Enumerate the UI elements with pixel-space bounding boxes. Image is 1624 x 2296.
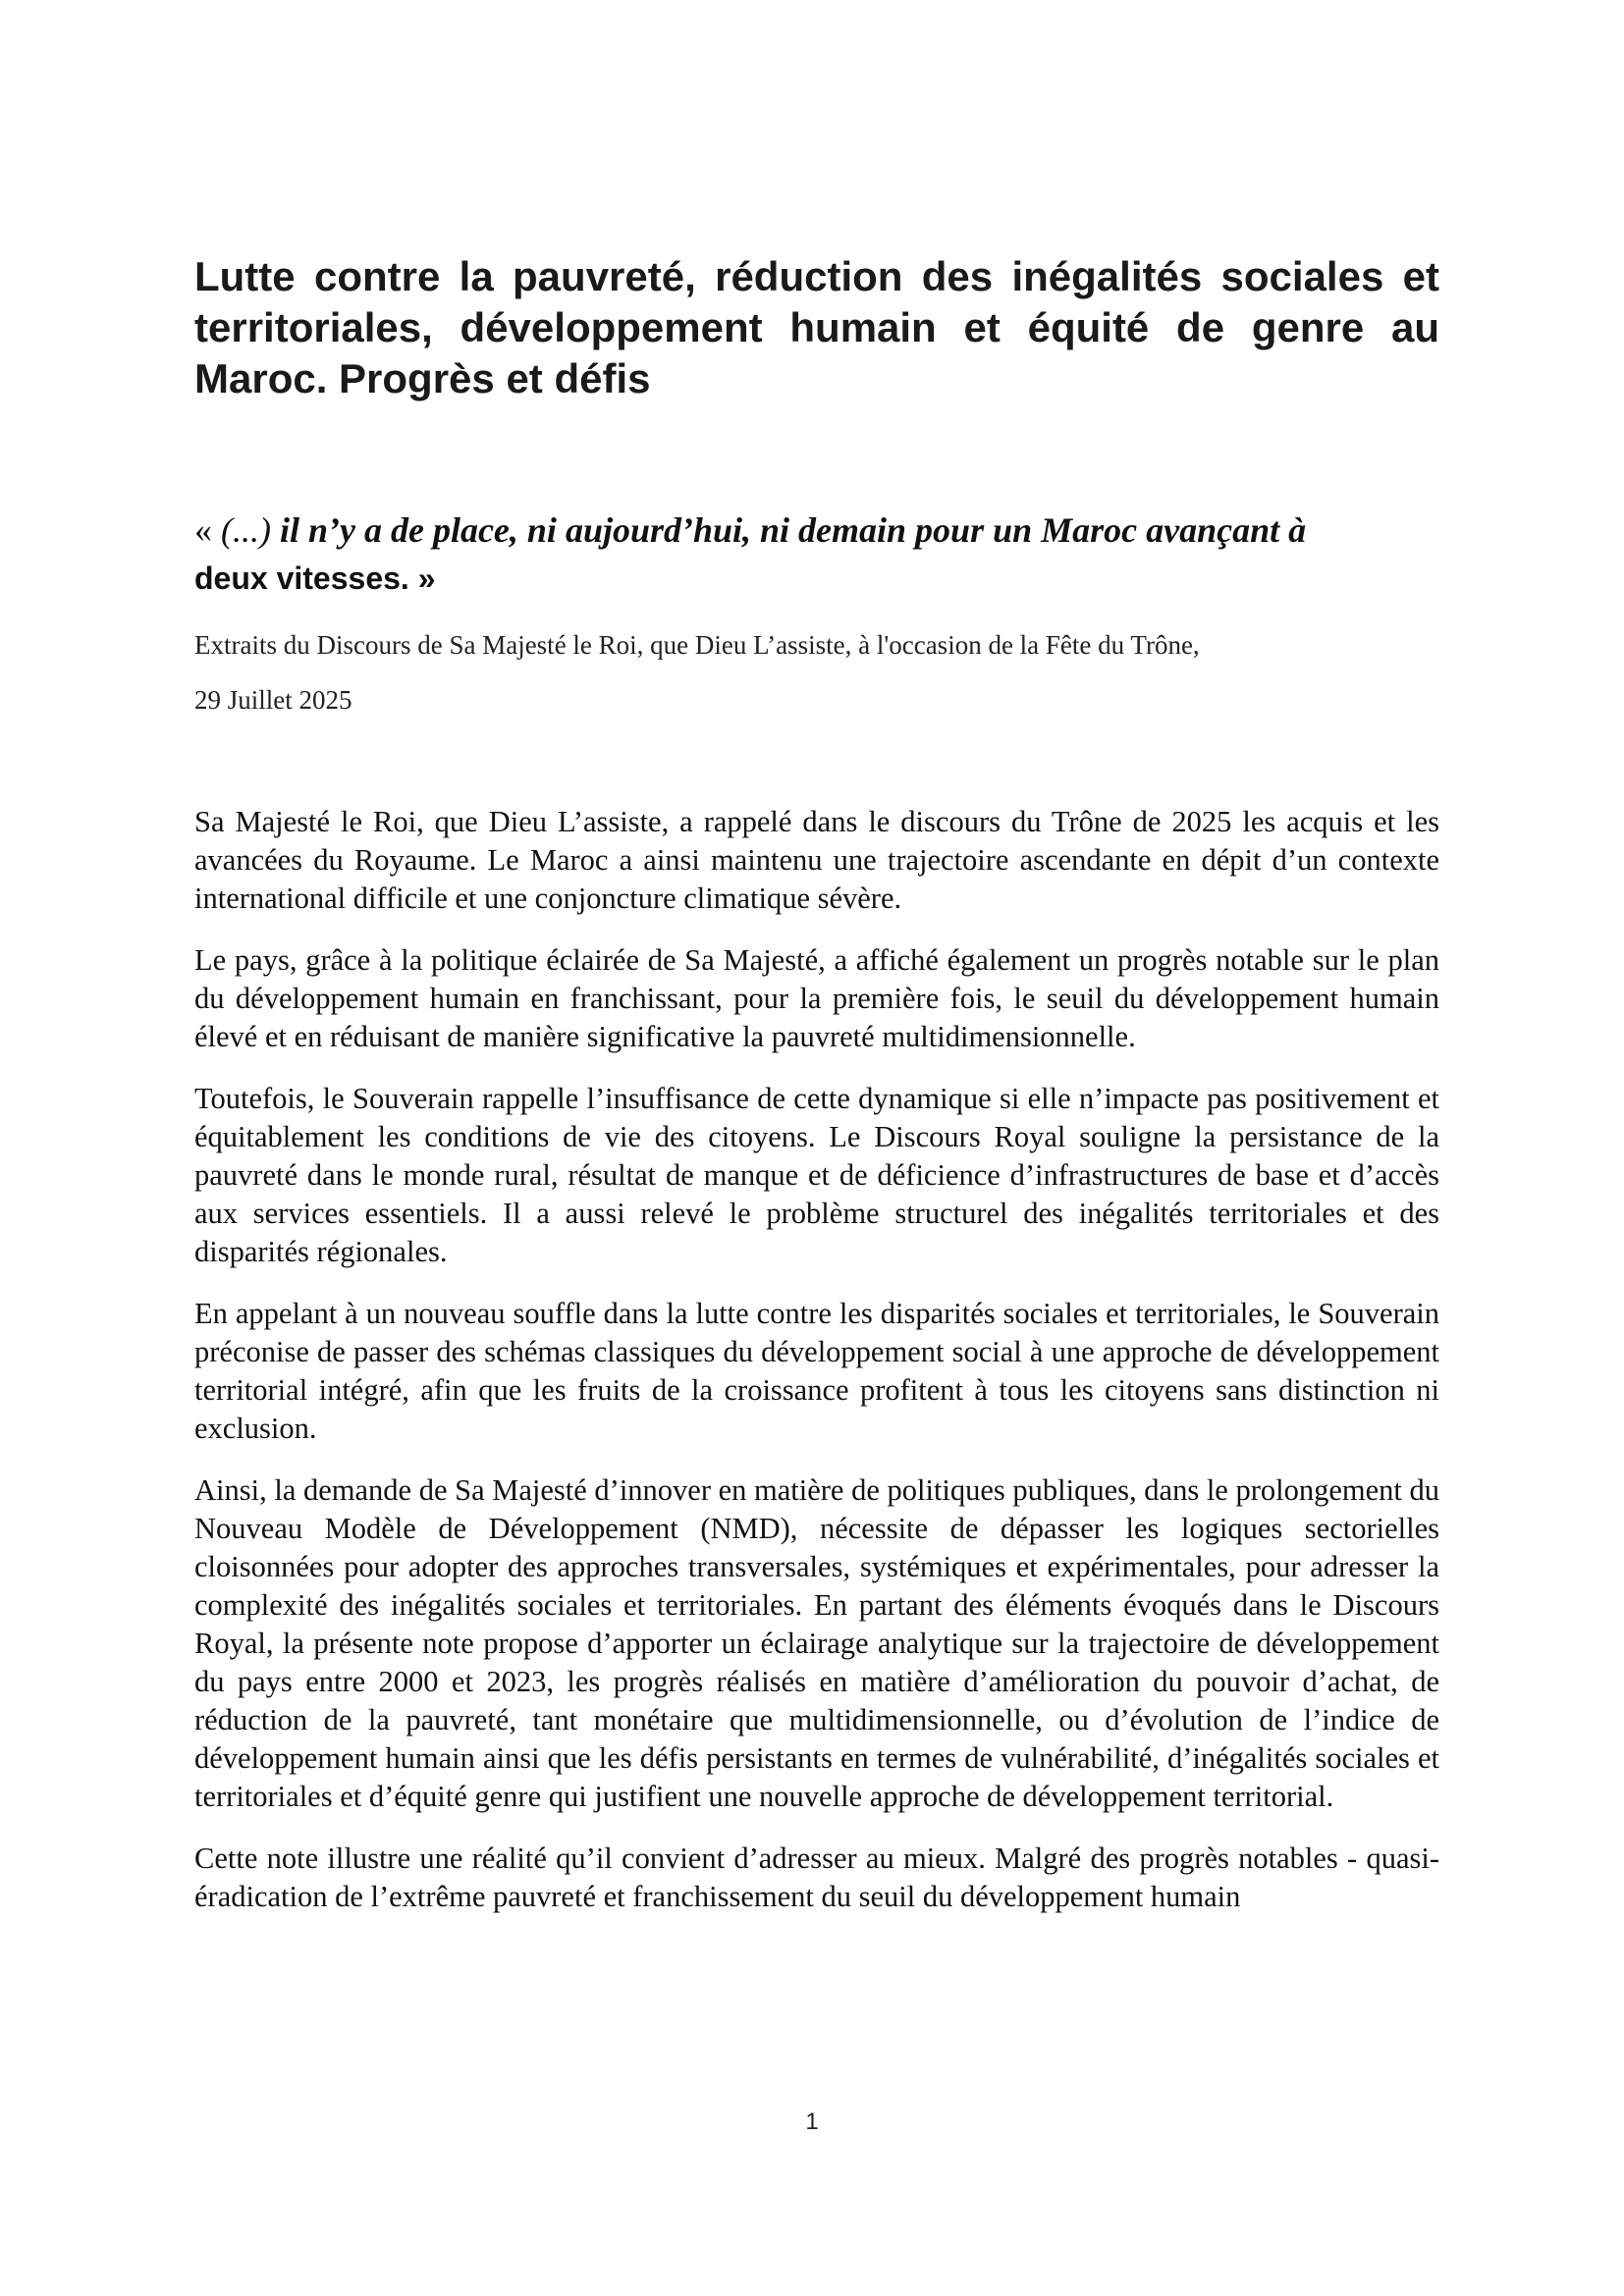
body-paragraph-1: Sa Majesté le Roi, que Dieu L’assiste, a rappelé dans le discours du Trône de 2025 les acquis et les avancées du Royaume. Le Maroc a ainsi maintenu une trajectoire ascendante en dépit d’un contexte international difficile et une conjoncture climatique sévère. xyxy=(194,805,1439,915)
quote-ellipsis: (...) xyxy=(221,510,271,550)
body-paragraph-3: Toutefois, le Souverain rappelle l’insuffisance de cette dynamique si elle n’impacte pas positivement et équitablement les conditions de vie des citoyens. Le Discours Royal souligne la persistance de la pauvreté dans le monde rural, résultat de manque et de déficience d’infrastructures de base et d’accès aux services essentiels. Il a aussi relevé le problème structurel des inégalités territoriales et des disparités régionales. xyxy=(194,1082,1439,1268)
quote-open-mark: « xyxy=(194,510,221,550)
body-paragraph-5: Ainsi, la demande de Sa Majesté d’innover en matière de politiques publiques, dans le prolongement du Nouveau Modèle de Développement (NMD), nécessite de dépasser les logiques sectorielles cloisonnées pour adopter des approches transversales, systémiques et expérimentales, pour adresser la complexité des inégalités sociales et territoriales. En partant des éléments évoqués dans le Discours Royal, la présente note propose d’apporter un éclairage analytique sur la trajectoire de développement du pays entre 2000 et 2023, les progrès réalisés en matière d’amélioration du pouvoir d’achat, de réduction de la pauvreté, tant monétaire que multidimensionnelle, ou d’évolution de l’indice de développement humain ainsi que les défis persistants en termes de vulnérabilité, d’inégalités sociales et territoriales et d’équité genre qui justifient une nouvelle approche de développement territorial. xyxy=(194,1473,1439,1813)
document-title: Lutte contre la pauvreté, réduction des inégalités sociales et territoriales, développement humain et équité de genre au Maroc. Progrès et défis xyxy=(194,253,1439,401)
quote-source: Extraits du Discours de Sa Majesté le Roi, que Dieu L’assiste, à l'occasion de la Fête du Trône, xyxy=(194,630,1200,660)
body-paragraph-6: Cette note illustre une réalité qu’il convient d’adresser au mieux. Malgré des progrès notables - quasi-éradication de l’extrême pauvreté et franchissement du seuil du développement humain xyxy=(194,1842,1439,1913)
quote-text: il n’y a de place, ni aujourd’hui, ni demain pour un Maroc avançant à xyxy=(270,510,1307,550)
body-paragraph-2: Le pays, grâce à la politique éclairée de Sa Majesté, a affiché également un progrès notable sur le plan du développement humain en franchissant, pour la première fois, le seuil du développement humain élevé et en réduisant de manière significative la pauvreté multidimensionnelle. xyxy=(194,943,1439,1053)
document-body xyxy=(194,803,1439,1940)
royal-quote xyxy=(194,507,1439,602)
quote-source-date: 29 Juillet 2025 xyxy=(194,685,352,715)
body-paragraph-4: En appelant à un nouveau souffle dans la lutte contre les disparités sociales et territoriales, le Souverain préconise de passer des schémas classiques du développement social à une approche de développement territorial intégré, afin que les fruits de la croissance profitent à tous les citoyens sans distinction ni exclusion. xyxy=(194,1297,1439,1445)
page-number: 1 xyxy=(805,2109,819,2135)
quote-tail: deux vitesses. » xyxy=(194,561,436,596)
